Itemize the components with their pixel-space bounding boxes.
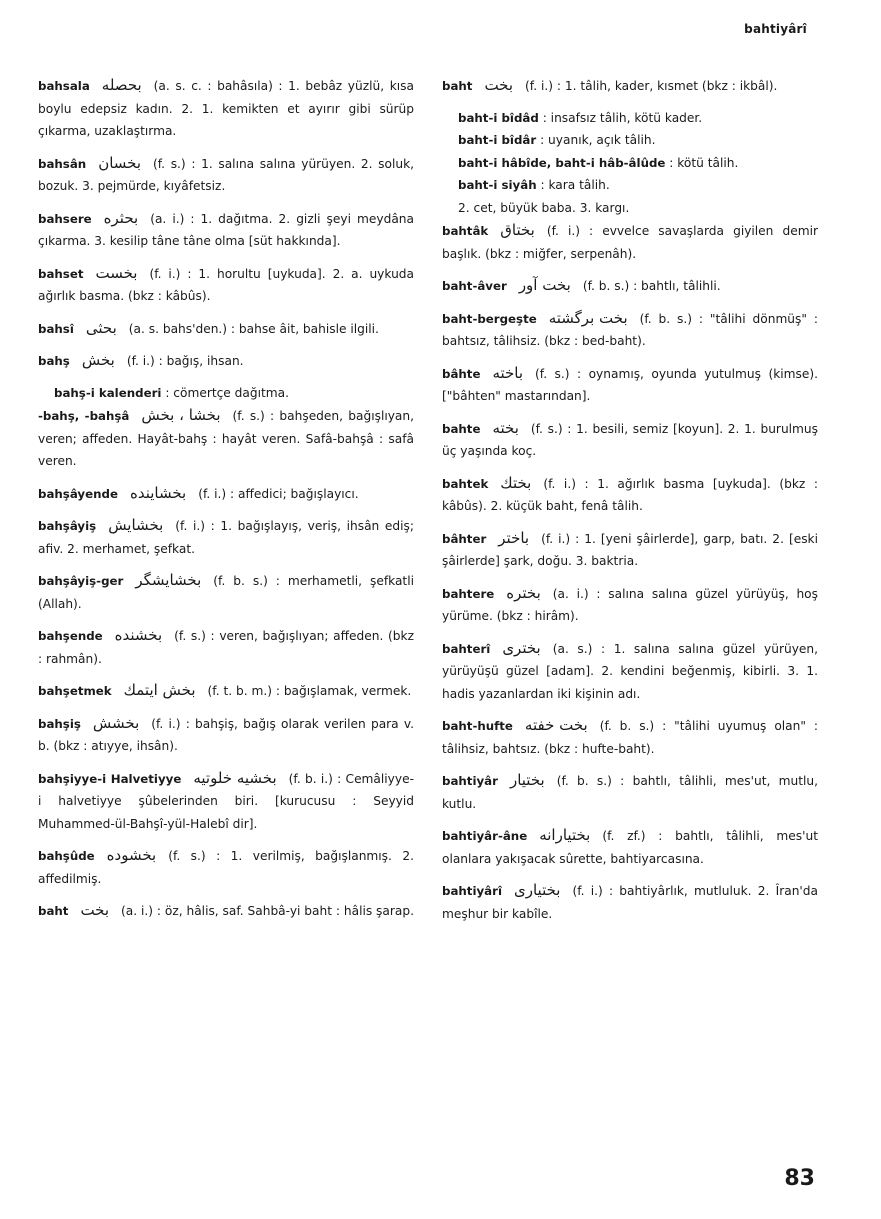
- entry-arabic-script: بخشنده: [114, 626, 163, 644]
- dictionary-entry: [442, 274, 818, 298]
- entry-definition: : uyanık, açık tâlih.: [540, 133, 656, 147]
- entry-definition: (f. s.) : veren, bağışlıyan; affeden. (bkz : rahmân).: [38, 629, 414, 666]
- entry-arabic-script: بختیارانه: [539, 826, 591, 844]
- entry-definition: (f. i.) : 1. ağırlık basma [uykuda]. (bkz : kâbûs). 2. küçük baht, fenâ tâlih.: [442, 476, 818, 513]
- entry-headword: baht-âver: [442, 279, 507, 293]
- dictionary-entry: [442, 417, 818, 463]
- entry-headword: bahşiyye-i Halvetiyye: [38, 771, 182, 786]
- entry-arabic-script: بخشیه خلوتیه: [193, 768, 277, 787]
- entry-headword: bahsî: [38, 321, 74, 336]
- dictionary-entry: [38, 349, 414, 373]
- entry-arabic-script: بختره: [506, 583, 541, 602]
- entry-definition: (a. s. bahs'den.) : bahse âit, bahisle ilgili.: [128, 321, 379, 336]
- dictionary-entry: [442, 637, 818, 706]
- entry-definition: (f. i.) : 1. bağışlayış, veriş, ihsân ediş; afiv. 2. merhamet, şefkat.: [38, 519, 414, 556]
- entry-headword: baht-bergeşte: [442, 311, 537, 326]
- entry-arabic-script: بختاق: [500, 221, 535, 239]
- entry-definition: (f. i.) : bahşiş, bağış olarak verilen para v. b. (bkz : atıyye, ihsân).: [38, 716, 414, 753]
- entry-definition: (f. b. i.) : Cemâliyye-i halvetiyye şûbelerinden biri. [kurucusu : Seyyid Muhammed-ül-Bahşî-yül-Halebî dir].: [38, 771, 414, 831]
- entry-definition: (f. i.) : bahtiyârlık, mutluluk. 2. Îran'da meşhur bir kabîle.: [442, 884, 818, 921]
- entry-headword: bahşetmek: [38, 684, 112, 698]
- entry-arabic-script: بحثی: [85, 318, 117, 337]
- dictionary-subentry: [458, 197, 818, 220]
- running-head: bahtiyârî: [744, 22, 807, 36]
- entry-definition: 2. cet, büyük baba. 3. kargı.: [458, 200, 630, 215]
- dictionary-entry: [38, 482, 414, 506]
- entry-headword: bahş-i kalenderi: [54, 385, 162, 400]
- entry-definition: (f. b. s.) : bahtlı, tâlihli.: [582, 279, 721, 293]
- entry-definition: (f. b. s.) : bahtlı, tâlihli, mes'ut, mutlu, kutlu.: [442, 774, 818, 811]
- entry-arabic-script: بختك: [500, 473, 532, 492]
- entry-definition: (f. s.) : oynamış, oyunda yutulmuş (kimse). ["bâhten" mastarından].: [442, 366, 818, 403]
- entry-headword: bahsân: [38, 156, 87, 171]
- entry-definition: (f. b. s.) : "tâlihi uyumuş olan" : tâlihsiz, bahtsız. (bkz : hufte-baht).: [442, 719, 818, 756]
- entry-definition: (f. i.) : 1. horultu [uykuda]. 2. a. uykuda ağırlık basma. (bkz : kâbûs).: [38, 266, 414, 303]
- entry-arabic-script: بخت: [80, 901, 110, 919]
- entry-headword: baht: [442, 79, 473, 93]
- dictionary-entry: [442, 824, 818, 870]
- entry-headword: bahterî: [442, 641, 491, 656]
- entry-arabic-script: بحثره: [103, 208, 139, 227]
- entry-arabic-script: بخش: [81, 351, 115, 369]
- entry-headword: bahşâyende: [38, 486, 118, 501]
- entry-headword: bahtiyâr-âne: [442, 829, 528, 843]
- entry-arabic-script: باخته: [492, 363, 524, 382]
- entry-definition: (f. b. s.) : merhametli, şefkatli (Allah).: [38, 574, 414, 611]
- entry-definition: (f. s.) : 1. salına salına yürüyen. 2. soluk, bozuk. 3. pejmürde, kıyâfetsiz.: [38, 156, 414, 193]
- entry-definition: (a. i.) : öz, hâlis, saf. Sahbâ-yi baht : hâlis şarap.: [121, 904, 414, 918]
- entry-arabic-script: بخسان: [98, 153, 142, 172]
- entry-arabic-script: بختیاری: [514, 881, 561, 899]
- dictionary-subentry: [458, 107, 818, 130]
- entry-definition: (a. i.) : salına salına güzel yürüyüş, hoş yürüme. (bkz : hirâm).: [442, 586, 818, 623]
- entry-definition: (f. zf.) : bahtlı, tâlihli, mes'ut olanlara yakışacak sûrette, bahtiyarcasına.: [442, 829, 818, 866]
- dictionary-entry: [38, 679, 414, 703]
- entry-headword: bahsere: [38, 211, 92, 226]
- entry-headword: bahşiş: [38, 716, 81, 731]
- entry-headword: bahset: [38, 266, 84, 281]
- entry-arabic-script: بخت خفته: [524, 716, 588, 734]
- entry-definition: (f. i.) : 1. tâlih, kader, kısmet (bkz : ikbâl).: [525, 79, 778, 93]
- entry-arabic-script: بخست: [95, 263, 138, 282]
- entry-arabic-script: بخت برگشته: [548, 308, 628, 327]
- dictionary-entry: [38, 712, 414, 758]
- entry-definition: (a. s. c. : bahâsıla) : 1. bebâz yüzlü, kısa boylu edepsiz kadın. 2. 1. kemikten et ayırır gibi sürüp çıkarma, uzaklaştırma.: [38, 79, 414, 138]
- entry-headword: baht-hufte: [442, 719, 513, 733]
- dictionary-subentry: [458, 152, 818, 175]
- left-column: [38, 74, 414, 932]
- dictionary-entry: [442, 879, 818, 925]
- entry-headword: bâhter: [442, 531, 487, 546]
- dictionary-entry: [442, 362, 818, 408]
- dictionary-subentry: [458, 129, 818, 152]
- entry-headword: bahte: [442, 421, 481, 436]
- entry-arabic-script: بختری: [502, 638, 541, 657]
- entry-headword: baht-i siyâh: [458, 178, 537, 192]
- entry-definition: (f. i.) : bağış, ihsan.: [126, 354, 244, 368]
- dictionary-entry: [38, 624, 414, 670]
- entry-definition: (a. s.) : 1. salına salına güzel yürüyen, yürüyüşü güzel [adam]. 2. kendini beğenmiş, kibirli. 3. 1. hadis yazanlardan iki kişinin adı.: [442, 641, 818, 701]
- entry-headword: bahşûde: [38, 849, 95, 863]
- entry-headword: bahş: [38, 354, 70, 368]
- dictionary-entry: [38, 404, 414, 473]
- dictionary-entry: [38, 262, 414, 308]
- entry-definition: (f. i.) : 1. [yeni şâirlerde], garp, batı. 2. [eski şâirlerde] şark, doğu. 3. baktria.: [442, 531, 818, 568]
- dictionary-entry: [442, 714, 818, 760]
- dictionary-entry: [38, 767, 414, 836]
- entry-headword: bahşâyiş-ger: [38, 574, 124, 588]
- dictionary-entry: [38, 899, 414, 923]
- page-number: 83: [784, 1166, 815, 1191]
- entry-definition: (f. i.) : affedici; bağışlayıcı.: [198, 486, 359, 501]
- dictionary-entry: [442, 769, 818, 815]
- dictionary-entry: [38, 317, 414, 341]
- entry-headword: bâhte: [442, 366, 481, 381]
- entry-headword: baht-i bîdâd: [458, 110, 539, 125]
- dictionary-subentry: [458, 174, 818, 197]
- entry-arabic-script: بخت: [484, 76, 514, 94]
- entry-headword: bahtiyârî: [442, 884, 502, 898]
- dictionary-entry: [38, 74, 414, 143]
- dictionary-entry: [38, 152, 414, 198]
- entry-headword: bahşâyiş: [38, 519, 97, 533]
- entry-headword: baht: [38, 904, 69, 918]
- dictionary-entry: [442, 307, 818, 353]
- entry-headword: -bahş, -bahşâ: [38, 409, 130, 423]
- entry-headword: baht-i hâbîde, baht-i hâb-âlûde: [458, 155, 666, 170]
- entry-definition: (f. b. s.) : "tâlihi dönmüş" : bahtsız, tâlihsiz. (bkz : bed-baht).: [442, 311, 818, 348]
- entry-arabic-script: بخشایش: [108, 516, 164, 534]
- dictionary-entry: [442, 74, 818, 98]
- entry-arabic-script: بخشایشگر: [135, 571, 202, 589]
- entry-definition: : insafsız tâlih, kötü kader.: [542, 110, 703, 125]
- right-column: [442, 74, 818, 934]
- entry-arabic-script: باختر: [498, 528, 530, 547]
- dictionary-entry: [38, 207, 414, 253]
- entry-arabic-script: بخشا ، بخش: [141, 406, 221, 424]
- entry-arabic-script: بخشش: [92, 713, 140, 732]
- entry-arabic-script: بخشاینده: [129, 483, 187, 502]
- entry-definition: : kötü tâlih.: [669, 155, 739, 170]
- dictionary-entry: [442, 219, 818, 265]
- dictionary-entry: [442, 582, 818, 628]
- entry-arabic-script: بختیار: [509, 771, 545, 789]
- dictionary-entry: [38, 569, 414, 615]
- entry-definition: : cömertçe dağıtma.: [165, 385, 290, 400]
- dictionary-entry: [442, 472, 818, 518]
- entry-headword: bahtek: [442, 476, 489, 491]
- entry-definition: (f. t. b. m.) : bağışlamak, vermek.: [207, 684, 412, 698]
- entry-headword: baht-i bîdâr: [458, 133, 537, 147]
- entry-headword: bahtiyâr: [442, 774, 498, 788]
- entry-headword: bahtâk: [442, 224, 489, 238]
- entry-headword: bahtere: [442, 586, 495, 601]
- entry-arabic-script: بحصله: [101, 76, 142, 94]
- entry-definition: (a. i.) : 1. dağıtma. 2. gizli şeyi meydâna çıkarma. 3. kesilip tâne tâne olma [süt hakkında].: [38, 211, 414, 248]
- entry-definition: (f. s.) : 1. verilmiş, bağışlanmış. 2. affedilmiş.: [38, 849, 414, 886]
- entry-arabic-script: بخش ایتمك: [123, 681, 196, 699]
- entry-headword: bahsala: [38, 79, 90, 93]
- entry-arabic-script: بخته: [492, 418, 519, 437]
- entry-definition: (f. s.) : bahşeden, bağışlıyan, veren; affeden. Hayât-bahş : hayât veren. Safâ-bahşâ : safâ veren.: [38, 409, 414, 468]
- entry-headword: bahşende: [38, 629, 103, 643]
- dictionary-subentry: [54, 382, 414, 405]
- entry-arabic-script: بخشوده: [106, 846, 157, 864]
- dictionary-entry: [38, 844, 414, 890]
- entry-arabic-script: بخت آور: [518, 276, 571, 294]
- entry-definition: : kara tâlih.: [540, 178, 610, 192]
- entry-definition: (f. s.) : 1. besili, semiz [koyun]. 2. 1. burulmuş üç yaşında koç.: [442, 421, 818, 458]
- dictionary-entry: [38, 514, 414, 560]
- dictionary-entry: [442, 527, 818, 573]
- entry-definition: (f. i.) : evvelce savaşlarda giyilen demir başlık. (bkz : miğfer, serpenâh).: [442, 224, 818, 261]
